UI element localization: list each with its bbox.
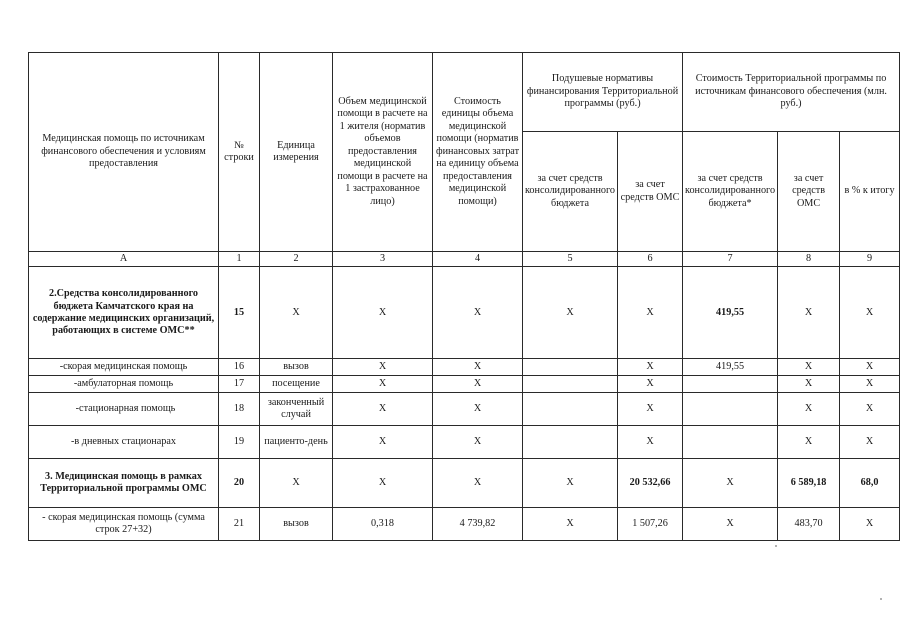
header-col-7: за счет средств консолидированного бюджета* bbox=[683, 132, 778, 252]
column-letter: 4 bbox=[433, 252, 523, 267]
column-letter: 9 bbox=[840, 252, 900, 267]
row-cell: 483,70 bbox=[778, 508, 840, 541]
row-cell: Х bbox=[333, 267, 433, 359]
table-row bbox=[29, 426, 900, 459]
row-cell: Х bbox=[840, 376, 900, 393]
header-col-8: за счет средств ОМС bbox=[778, 132, 840, 252]
table-row bbox=[29, 359, 900, 376]
row-cell: Х bbox=[523, 459, 618, 508]
column-letter: 3 bbox=[333, 252, 433, 267]
column-letter: 5 bbox=[523, 252, 618, 267]
row-cell: Х bbox=[333, 376, 433, 393]
row-unit: вызов bbox=[260, 508, 333, 541]
header-col-a: Медицинская помощь по источникам финансового обеспечения и условиям предоставления bbox=[29, 53, 219, 252]
row-cell: Х bbox=[433, 426, 523, 459]
row-cell bbox=[683, 393, 778, 426]
row-cell: Х bbox=[433, 267, 523, 359]
row-number: 17 bbox=[219, 376, 260, 393]
row-cell: Х bbox=[778, 426, 840, 459]
row-cell: Х bbox=[523, 267, 618, 359]
row-cell: Х bbox=[778, 393, 840, 426]
table-row bbox=[29, 393, 900, 426]
header-group-cost: Стоимость Территориальной программы по источникам финансового обеспечения (млн. руб.) bbox=[683, 53, 900, 132]
row-cell: Х bbox=[333, 393, 433, 426]
row-unit: вызов bbox=[260, 359, 333, 376]
row-cell: Х bbox=[840, 393, 900, 426]
row-name: 3. Медицинская помощь в рамках Территориальной программы ОМС bbox=[29, 459, 219, 508]
row-number: 16 bbox=[219, 359, 260, 376]
row-cell: Х bbox=[840, 508, 900, 541]
header-group-per-capita: Подушевые нормативы финансирования Территориальной программы (руб.) bbox=[523, 53, 683, 132]
table-row bbox=[29, 267, 900, 359]
table-row bbox=[29, 508, 900, 541]
row-cell: Х bbox=[683, 508, 778, 541]
row-unit: посещение bbox=[260, 376, 333, 393]
row-unit: Х bbox=[260, 459, 333, 508]
row-cell: 419,55 bbox=[683, 267, 778, 359]
column-letter: 1 bbox=[219, 252, 260, 267]
row-cell: 419,55 bbox=[683, 359, 778, 376]
row-cell bbox=[523, 376, 618, 393]
row-cell bbox=[523, 359, 618, 376]
row-cell: Х bbox=[618, 376, 683, 393]
row-cell: Х bbox=[778, 376, 840, 393]
row-cell: 0,318 bbox=[333, 508, 433, 541]
row-name: -стационарная помощь bbox=[29, 393, 219, 426]
scan-speck bbox=[880, 598, 882, 600]
row-cell: Х bbox=[333, 426, 433, 459]
column-letter: 8 bbox=[778, 252, 840, 267]
row-cell: Х bbox=[618, 359, 683, 376]
scan-speck bbox=[775, 545, 777, 547]
row-number: 21 bbox=[219, 508, 260, 541]
row-unit: пациенто-день bbox=[260, 426, 333, 459]
row-cell: 20 532,66 bbox=[618, 459, 683, 508]
header-col-3: Объем медицинской помощи в расчете на 1 жителя (норматив объемов предоставления медицинской помощи в расчете на 1 застрахованное лицо) bbox=[333, 53, 433, 252]
row-name: -амбулаторная помощь bbox=[29, 376, 219, 393]
row-cell: Х bbox=[840, 426, 900, 459]
row-name: - скорая медицинская помощь (сумма строк 27+32) bbox=[29, 508, 219, 541]
row-number: 19 bbox=[219, 426, 260, 459]
row-cell: Х bbox=[840, 267, 900, 359]
header-row-1 bbox=[29, 53, 900, 132]
column-letter: А bbox=[29, 252, 219, 267]
row-cell: 4 739,82 bbox=[433, 508, 523, 541]
row-cell bbox=[523, 393, 618, 426]
row-cell bbox=[683, 426, 778, 459]
row-unit: законченный случай bbox=[260, 393, 333, 426]
row-cell: 68,0 bbox=[840, 459, 900, 508]
row-cell: Х bbox=[433, 359, 523, 376]
row-number: 20 bbox=[219, 459, 260, 508]
header-col-1: № строки bbox=[219, 53, 260, 252]
row-name: -скорая медицинская помощь bbox=[29, 359, 219, 376]
table-row bbox=[29, 376, 900, 393]
header-col-9: в % к итогу bbox=[840, 132, 900, 252]
row-cell: Х bbox=[618, 393, 683, 426]
row-cell bbox=[523, 426, 618, 459]
column-letter: 2 bbox=[260, 252, 333, 267]
row-cell: Х bbox=[840, 359, 900, 376]
row-cell: 6 589,18 bbox=[778, 459, 840, 508]
row-name: 2.Средства консолидированного бюджета Камчатского края на содержание медицинских организаций, работающих в системе ОМС** bbox=[29, 267, 219, 359]
column-letters-row bbox=[29, 252, 900, 267]
row-cell: Х bbox=[523, 508, 618, 541]
header-col-5: за счет средств консолидированного бюджета bbox=[523, 132, 618, 252]
header-col-2: Единица измерения bbox=[260, 53, 333, 252]
row-cell: Х bbox=[778, 359, 840, 376]
financing-table bbox=[28, 52, 900, 541]
column-letter: 6 bbox=[618, 252, 683, 267]
row-unit: Х bbox=[260, 267, 333, 359]
column-letter: 7 bbox=[683, 252, 778, 267]
row-cell bbox=[683, 376, 778, 393]
row-cell: Х bbox=[333, 359, 433, 376]
header-col-4: Стоимость единицы объема медицинской помощи (норматив финансовых затрат на единицу объема предоставления медицинской помощи) bbox=[433, 53, 523, 252]
row-cell: Х bbox=[433, 459, 523, 508]
row-number: 18 bbox=[219, 393, 260, 426]
row-cell: Х bbox=[333, 459, 433, 508]
row-cell: Х bbox=[433, 393, 523, 426]
row-name: -в дневных стационарах bbox=[29, 426, 219, 459]
row-cell: Х bbox=[778, 267, 840, 359]
row-number: 15 bbox=[219, 267, 260, 359]
table-row bbox=[29, 459, 900, 508]
row-cell: Х bbox=[683, 459, 778, 508]
row-cell: Х bbox=[618, 267, 683, 359]
row-cell: Х bbox=[618, 426, 683, 459]
row-cell: 1 507,26 bbox=[618, 508, 683, 541]
row-cell: Х bbox=[433, 376, 523, 393]
header-col-6: за счет средств ОМС bbox=[618, 132, 683, 252]
